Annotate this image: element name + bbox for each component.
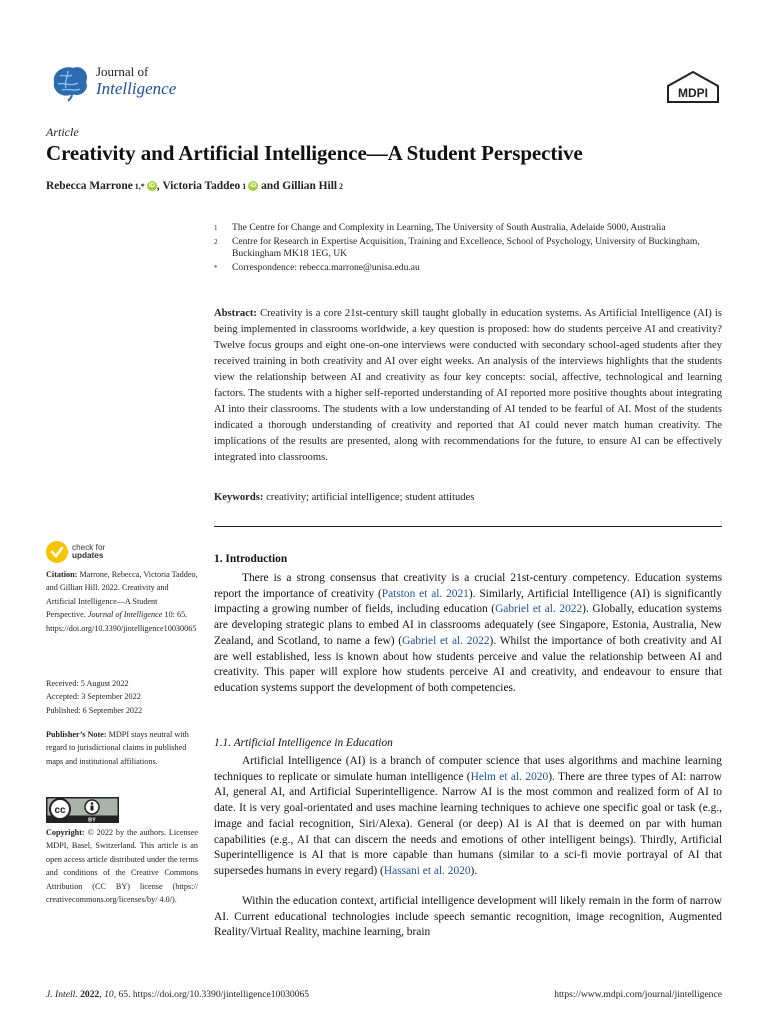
section-divider bbox=[214, 526, 722, 527]
paragraph-1 bbox=[214, 571, 722, 697]
author-name: Rebecca Marrone bbox=[46, 180, 133, 192]
footer-journal-url[interactable]: https://www.mdpi.com/journal/jintelligence bbox=[554, 989, 722, 1000]
affiliation-item bbox=[214, 262, 724, 275]
affiliations bbox=[214, 222, 724, 275]
author-separator: , bbox=[156, 180, 163, 192]
paragraph-text: ). Similarly, Artificial Intelligence (AI) is significantly impacting a growing number of fields, including education ( bbox=[214, 587, 722, 616]
copyright-block bbox=[46, 826, 198, 906]
publisher-note bbox=[46, 728, 198, 768]
check-label-1: check for bbox=[72, 542, 106, 552]
keywords-text: creativity; artificial intelligence; student attitudes bbox=[266, 492, 475, 503]
citation-text: Marrone, Rebecca, Victoria Taddeo, and Gillian Hill. 2022. Creativity and Artificial Intelligence—A Student Perspective. bbox=[46, 570, 198, 620]
author-list bbox=[46, 180, 343, 192]
journal-of-label: Journal of bbox=[96, 64, 149, 79]
citation-doi[interactable]: 10: 65. https://doi.org/10.3390/jintelligence10030065 bbox=[46, 610, 197, 633]
mdpi-logo-icon[interactable] bbox=[665, 70, 721, 104]
paragraph-3: Within the education context, artificial intelligence development will likely remain in the form of narrow AI. Current educational technologies include speech semantic recognition, image recognition, Augmented Reality/Virtual Reality, machine learning, brain bbox=[214, 895, 722, 939]
paragraph-text: ). There are three types of AI: narrow AI, general AI, and Artificial Superintelligence. Narrow AI is the most common and realized form of AI to date. It is very goal-orientated and uses machine learning techniques to achieve one specific goal or task (e.g., image and facial recognition, Siri/Alexa). General (or deep) AI is AI that is deemed on par with human capabilities (e.g., AI that can discern the needs and emotions of other intelligent beings). Thirdly, Artificial Superintelligence is AI that is more capable than humans (similar to a sci-fi movie portrayal of AI that supersedes humans in every regard) ( bbox=[214, 770, 723, 877]
affiliation-number: * bbox=[214, 263, 218, 272]
dates-block bbox=[46, 677, 198, 717]
footer-journal: J. Intell. bbox=[46, 989, 78, 1000]
orcid-icon[interactable]: iD bbox=[148, 183, 155, 189]
author-affil-sup: 1 bbox=[242, 181, 247, 191]
footer-citation: J. Intell. 2022, 10, 65. https://doi.org/10.3390/jintelligence10030065 bbox=[46, 989, 310, 1000]
paragraph-2 bbox=[214, 754, 722, 880]
copyright-label: Copyright: bbox=[46, 828, 85, 837]
affiliation-number: 2 bbox=[214, 237, 218, 246]
cc-by-label: BY bbox=[88, 817, 96, 823]
paragraph-text: ). bbox=[470, 864, 478, 877]
paragraph-text: ). Whilst the importance of both creativity and AI are well established, less is known about how students perceive and value the relationship between AI and creativity. This paper will explore how students perceive AI and creativity, and endeavour to ensure that education systems support the development of both competencies. bbox=[214, 634, 722, 694]
published-date: Published: 6 September 2022 bbox=[46, 705, 143, 715]
paragraph-text: There is a strong consensus that creativity is a crucial 21st-century competency. Education systems report the importance of creativity ( bbox=[214, 572, 722, 600]
footer-year: 2022 bbox=[80, 989, 100, 1000]
affiliation-item bbox=[214, 236, 724, 261]
check-label-2: updates bbox=[72, 551, 104, 560]
mdpi-logo-text: MDPI bbox=[678, 86, 708, 100]
affiliation-text: Centre for Research in Expertise Acquisition, Training and Excellence, School of Psychology, University of Buckingham, Buckingham MK18 1EG, UK bbox=[232, 235, 700, 259]
citation-link[interactable]: Patston et al. 2021 bbox=[381, 587, 469, 600]
author-name: Gillian Hill bbox=[282, 180, 338, 192]
citation-journal: Journal of Intelligence bbox=[87, 610, 163, 620]
affiliation-text: The Centre for Change and Complexity in Learning, The University of South Australia, Adelaide 5000, Australia bbox=[232, 222, 666, 233]
abstract-label: Abstract: bbox=[214, 308, 257, 319]
section-heading-introduction: 1. Introduction bbox=[214, 553, 288, 565]
citation-link[interactable]: Gabriel et al. 2022 bbox=[402, 634, 490, 647]
author-name: Victoria Taddeo bbox=[162, 180, 241, 192]
abstract-text: Creativity is a core 21st-century skill taught globally in education systems. As Artificial Intelligence (AI) is being implemented in classrooms worldwide, a key question is proposed: how do students perceive AI and creativity? Twelve focus groups and eight one-on-one interviews were conducted with secondary school-aged students after they received training in both creativity and AI over eight weeks. An analysis of the interviews highlights that the students view the relationship between AI and creativity as four key concepts: social, affective, technological and learning factors. The students with a higher self-reported understanding of AI reported more positive thoughts about integrating AI into their classrooms. The students with a low understanding of AI tended to be fearful of AI. Most of the students indicated a thorough understanding of creativity and reported that AI could never match human creativity. The implications of the results are presented, along with recommendations for the future, to ensure AI can be effectively integrated into classrooms. bbox=[214, 308, 722, 463]
accepted-date: Accepted: 3 September 2022 bbox=[46, 692, 141, 702]
citation-link[interactable]: Gabriel et al. 2022 bbox=[495, 603, 583, 616]
journal-brain-logo-icon bbox=[46, 62, 92, 102]
correspondence-text[interactable]: Correspondence: rebecca.marrone@unisa.edu.au bbox=[232, 261, 420, 273]
publisher-note-text: MDPI stays neutral with regard to jurisdictional claims in published maps and institutional affiliations. bbox=[46, 730, 189, 766]
citation-block bbox=[46, 568, 198, 635]
article-title: Creativity and Artificial Intelligence—A Student Perspective bbox=[46, 141, 583, 165]
orcid-icon[interactable]: iD bbox=[250, 183, 257, 189]
citation-link[interactable]: Helm et al. 2020 bbox=[470, 770, 549, 783]
copyright-text: © 2022 by the authors. Licensee MDPI, Basel, Switzerland. This article is an open access article distributed under the terms and conditions of the Creative Commons Attribution (CC BY) license (https:// creativecommons.org/licenses/by/ 4.0/). bbox=[46, 828, 199, 905]
cc-by-icon[interactable] bbox=[46, 797, 119, 823]
author-affil-sup: 1,* bbox=[134, 181, 145, 191]
footer-doi[interactable]: , 65. https://doi.org/10.3390/jintelligence10030065 bbox=[113, 989, 310, 1000]
check-for-updates-button[interactable] bbox=[46, 540, 130, 564]
citation-link[interactable]: Hassani et al. 2020 bbox=[383, 864, 471, 877]
check-for-updates-icon bbox=[46, 541, 68, 563]
author-affil-sup: 2 bbox=[339, 181, 344, 191]
publisher-note-label: Publisher’s Note: bbox=[46, 730, 107, 739]
journal-name: Intelligence bbox=[96, 79, 177, 98]
abstract bbox=[214, 306, 722, 466]
affiliation-item bbox=[214, 222, 724, 235]
keywords-label: Keywords: bbox=[214, 492, 264, 503]
paragraph-text: ). Globally, education systems are developing strategic plans to embed AI in classrooms adequately (see Singapore, Estonia, Australia, New Zealand, and Scotland, to name a few) ( bbox=[214, 603, 722, 647]
svg-text:cc: cc bbox=[54, 805, 66, 816]
footer-volume: 10 bbox=[104, 989, 114, 1000]
affiliation-number: 1 bbox=[214, 224, 218, 232]
keywords bbox=[214, 492, 474, 503]
subsection-heading-ai-in-education: 1.1. Artificial Intelligence in Education bbox=[214, 737, 393, 749]
citation-label: Citation: bbox=[46, 570, 78, 579]
author-separator: and bbox=[258, 180, 283, 192]
paragraph-text: Artificial Intelligence (AI) is a branch of computer science that uses algorithms and machine learning techniques to replicate or simulate human intelligence ( bbox=[214, 755, 722, 783]
article-type: Article bbox=[46, 125, 79, 139]
received-date: Received: 5 August 2022 bbox=[46, 679, 129, 688]
